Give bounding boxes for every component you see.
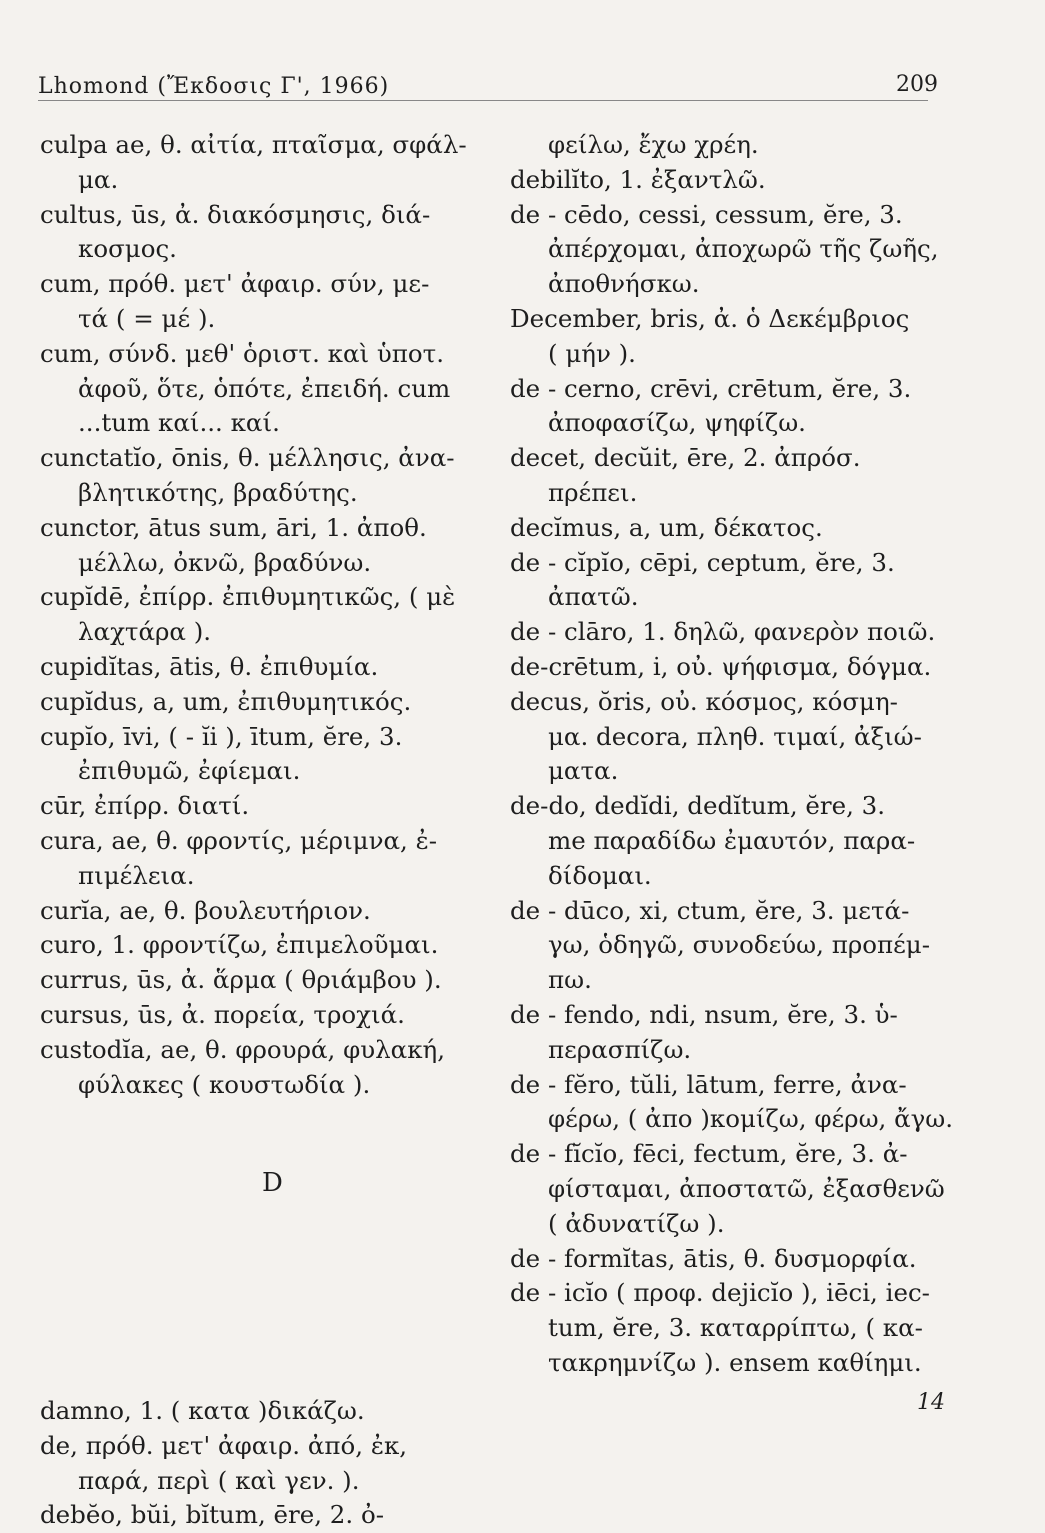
entry-line: ἐπιθυμῶ, ἐφίεμαι.	[78, 756, 301, 786]
entry-line: decus, ŏris, οὐ. κόσμος, κόσμη-	[510, 686, 898, 716]
entry-line: de-crētum, i, οὐ. ψήφισμα, δόγμα.	[510, 651, 932, 681]
page-header	[38, 72, 938, 102]
entry-line: ...tum καί... καί.	[78, 408, 280, 438]
entry-line: φείλω, ἔχω χρέη.	[548, 130, 759, 159]
entry-line: curo, 1. φροντίζω, ἐπιμελοῦμαι.	[40, 930, 439, 960]
entry-line: ἀποφασίζω, ψηφίζω.	[548, 408, 806, 438]
entry-line: βλητικότης, βραδύτης.	[78, 477, 358, 507]
entry-line: ἀπέρχομαι, ἀποχωρῶ τῆς ζωῆς,	[548, 234, 939, 264]
entry-line: φύλακες ( κουστωδία ).	[78, 1069, 371, 1099]
entry-line: ἀπατῶ.	[548, 582, 639, 612]
entry-line: de - fĭcĭo, fēci, fectum, ĕre, 3. ἀ-	[510, 1139, 908, 1169]
entry-line: culpa ae, θ. αἰτία, πταῖσμα, σφάλ-	[40, 130, 467, 159]
entry-line: de - icĭo ( προφ. dejicĭo ), iēci, iec-	[510, 1278, 930, 1308]
entry-line: cultus, ūs, ἀ. διακόσμησις, διά-	[40, 199, 431, 229]
entry-line: πω.	[548, 965, 592, 995]
entry-line: cupĭdus, a, um, ἐπιθυμητικός.	[40, 686, 412, 716]
entry-line: cūr, ἐπίρρ. διατί.	[40, 791, 250, 821]
entry-line: de - dūco, xi, ctum, ĕre, 3. μετά-	[510, 895, 910, 925]
signature-mark: 14	[917, 1390, 945, 1415]
page-number: 209	[896, 72, 938, 97]
entry-line: curĭa, ae, θ. βουλευτήριον.	[40, 895, 371, 925]
entry-line: cum, πρόθ. μετ' ἀφαιρ. σύν, με-	[40, 269, 430, 299]
entry-line: cura, ae, θ. φροντίς, μέριμνα, ἐ-	[40, 825, 438, 855]
entry-line: ( μήν ).	[548, 338, 636, 368]
entry-line: de-do, dedĭdi, dedĭtum, ĕre, 3.	[510, 791, 886, 821]
entry-line: ( ἀδυνατίζω ).	[548, 1208, 725, 1238]
entry-line: δίδομαι.	[548, 860, 652, 890]
entry-line: cursus, ūs, ἀ. πορεία, τροχιά.	[40, 999, 405, 1029]
entry-line: τά ( = μέ ).	[78, 303, 216, 333]
entry-line: ματα.	[548, 756, 619, 786]
entry-line: me παραδίδω ἐμαυτόν, παρα-	[548, 825, 916, 855]
entry-line: cupĭdē, ἐπίρρ. ἐπιθυμητικῶς, ( μὲ	[40, 582, 456, 612]
entry-line: cum, σύνδ. μεθ' ὁριστ. καὶ ὑποτ.	[40, 338, 444, 368]
entry-line: de - formĭtas, ātis, θ. δυσμορφία.	[510, 1243, 917, 1273]
entry-line: πιμέλεια.	[78, 860, 195, 890]
entry-line: tum, ĕre, 3. καταρρίπτω, ( κα-	[548, 1313, 923, 1343]
entry-line: cunctor, ātus sum, āri, 1. ἀποθ.	[40, 512, 427, 542]
entry-line: de - cēdo, cessi, cessum, ĕre, 3.	[510, 199, 903, 229]
running-head: Lhomond (Ἔκδοσις Γ', 1966)	[38, 74, 390, 99]
entry-line: ἀποθνήσκω.	[548, 269, 700, 299]
entry-line: περασπίζω.	[548, 1034, 692, 1064]
left-column	[40, 128, 480, 1102]
entry-line: debĕo, bŭi, bĭtum, ēre, 2. ὀ-	[40, 1500, 384, 1530]
entry-line: μα.	[78, 164, 119, 194]
entry-line: φίσταμαι, ἀποστατῶ, ἐξασθενῶ	[548, 1173, 945, 1203]
entry-line: κοσμος.	[78, 234, 177, 264]
entry-line: πρέπει.	[548, 477, 638, 507]
entry-line: custodĭa, ae, θ. φρουρά, φυλακή,	[40, 1034, 446, 1064]
entry-line: December, bris, ἀ. ὁ Δεκέμβριος	[510, 303, 910, 333]
entry-line: cupidĭtas, ātis, θ. ἐπιθυμία.	[40, 651, 379, 681]
entry-line: de, πρόθ. μετ' ἀφαιρ. ἀπό, ἐκ,	[40, 1430, 408, 1460]
entry-line: de - cerno, crēvi, crētum, ĕre, 3.	[510, 373, 912, 403]
entry-line: τακρημνίζω ). ensem καθίημι.	[548, 1347, 922, 1377]
entry-line: μα. decora, πληθ. τιμαί, ἀξιώ-	[548, 721, 922, 751]
section-letter: D	[262, 1168, 283, 1198]
entry-line: de - clāro, 1. δηλῶ, φανερὸν ποιῶ.	[510, 617, 936, 647]
entry-line: currus, ūs, ἀ. ἅρμα ( θριάμβου ).	[40, 965, 442, 995]
entry-line: ἀφοῦ, ὅτε, ὁπότε, ἐπειδή. cum	[78, 373, 451, 403]
entry-line: de - cĭpĭo, cēpi, ceptum, ĕre, 3.	[510, 547, 895, 577]
entry-line: decĭmus, a, um, δέκατος.	[510, 512, 823, 542]
entry-line: decet, decŭit, ēre, 2. ἀπρόσ.	[510, 443, 861, 473]
entry-line: debilĭto, 1. ἐξαντλῶ.	[510, 164, 766, 194]
left-column-d	[40, 1394, 480, 1533]
header-rule	[38, 100, 928, 101]
entry-line: παρά, περὶ ( καὶ γεν. ).	[78, 1465, 360, 1495]
entry-line: γω, ὁδηγῶ, συνοδεύω, προπέμ-	[548, 930, 930, 960]
entry-line: de - fĕro, tŭli, lātum, ferre, ἀνα-	[510, 1069, 907, 1099]
entry-line: cupĭo, īvi, ( - ĭi ), ītum, ĕre, 3.	[40, 721, 403, 751]
entry-line: damno, 1. ( κατα )δικάζω.	[40, 1396, 365, 1425]
entry-line: λαχτάρα ).	[78, 617, 212, 647]
entry-line: de - fendo, ndi, nsum, ĕre, 3. ὑ-	[510, 999, 898, 1029]
entry-line: cunctatĭo, ōnis, θ. μέλλησις, ἀνα-	[40, 443, 455, 473]
entry-line: μέλλω, ὀκνῶ, βραδύνω.	[78, 547, 372, 577]
right-column	[510, 128, 954, 1381]
entry-line: φέρω, ( ἀπο )κομίζω, φέρω, ἄγω.	[548, 1104, 954, 1134]
